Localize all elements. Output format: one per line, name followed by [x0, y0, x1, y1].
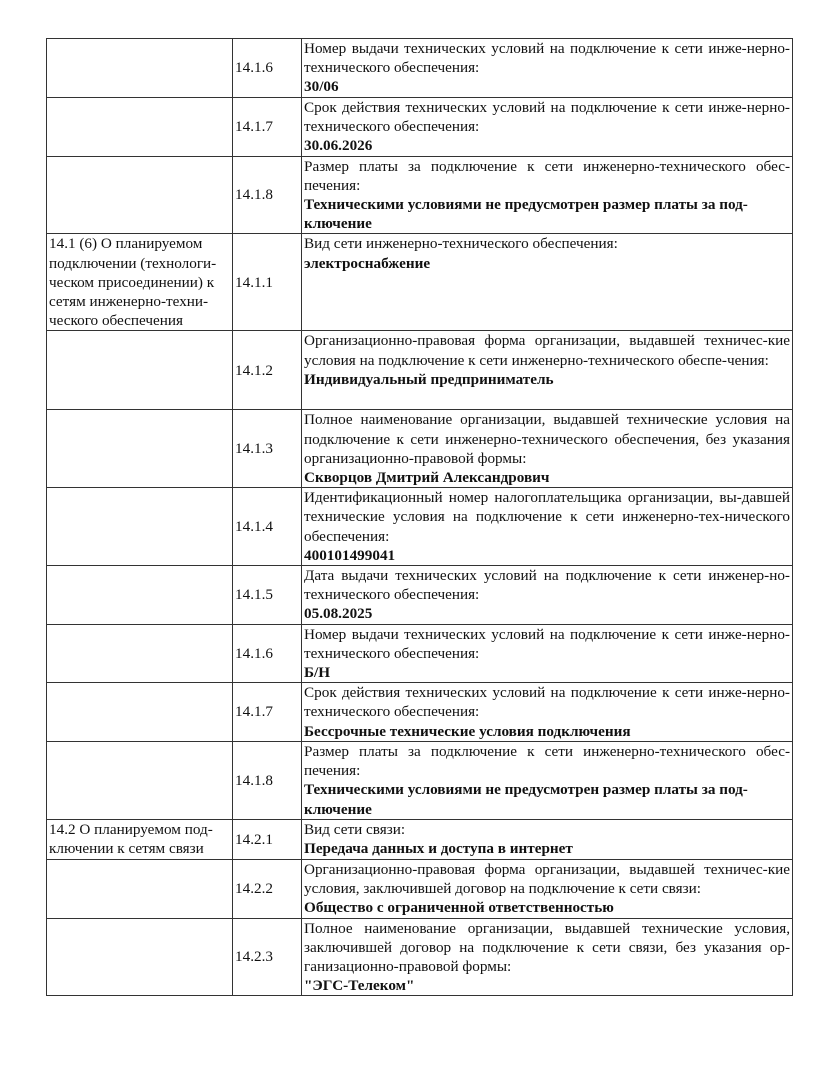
code-cell — [233, 819, 302, 859]
table-row — [47, 741, 793, 819]
item-value: 30/06 — [304, 78, 339, 96]
item-value: Б/Н — [304, 664, 331, 682]
item-value: Бессрочные технические условия подключения — [304, 722, 631, 740]
section-cell — [47, 410, 233, 488]
item-label: Размер платы за подключение к сети инженерно-технического обес-печения: — [304, 157, 790, 194]
item-code: 14.1.8 — [235, 771, 273, 789]
code-cell — [233, 918, 302, 996]
document-page — [46, 38, 789, 996]
item-code: 14.1.5 — [235, 586, 273, 604]
table-row — [47, 624, 793, 683]
section-cell — [47, 488, 233, 566]
content-cell — [302, 156, 793, 234]
content-cell — [302, 331, 793, 410]
section-cell — [47, 741, 233, 819]
section-cell — [47, 859, 233, 918]
content-cell — [302, 234, 793, 331]
section-cell — [47, 683, 233, 742]
content-cell — [302, 624, 793, 683]
table-row — [47, 566, 793, 625]
item-code: 14.2.3 — [235, 948, 273, 966]
section-title: 14.2 О планируемом под-ключении к сетям связи — [49, 820, 213, 858]
item-value: 30.06.2026 — [304, 137, 373, 155]
content-cell — [302, 488, 793, 566]
item-value: Техническими условиями не предусмотрен размер платы за под-ключение — [304, 196, 748, 233]
content-cell — [302, 410, 793, 488]
section-cell — [47, 156, 233, 234]
code-cell — [233, 39, 302, 98]
item-code: 14.2.2 — [235, 880, 273, 898]
connection-conditions-table — [46, 38, 793, 996]
table-row — [47, 410, 793, 488]
section-cell — [47, 918, 233, 996]
table-row — [47, 97, 793, 156]
item-code: 14.1.6 — [235, 59, 273, 77]
item-label: Размер платы за подключение к сети инженерно-технического обес-печения: — [304, 742, 790, 780]
item-code: 14.1.6 — [235, 644, 273, 662]
table-row — [47, 859, 793, 918]
content-cell — [302, 918, 793, 996]
item-label: Вид сети связи: — [304, 820, 406, 838]
table-row — [47, 234, 793, 331]
item-label: Вид сети инженерно-технического обеспечения: — [304, 235, 618, 253]
item-code: 14.1.1 — [235, 273, 273, 291]
section-title: 14.1 (6) О планируемом подключении (технологи-ческом присоединении) к сетям инженерно-техни-ческого обеспечения — [49, 235, 217, 330]
content-cell — [302, 683, 793, 742]
code-cell — [233, 234, 302, 331]
section-cell — [47, 331, 233, 410]
item-value: 05.08.2025 — [304, 605, 373, 623]
content-cell — [302, 819, 793, 859]
code-cell — [233, 156, 302, 234]
item-code: 14.1.4 — [235, 518, 273, 536]
item-value: Общество с ограниченной ответственностью — [304, 899, 614, 917]
code-cell — [233, 683, 302, 742]
table-row — [47, 331, 793, 410]
table-row — [47, 488, 793, 566]
code-cell — [233, 97, 302, 156]
code-cell — [233, 566, 302, 625]
item-value: "ЭГС-Телеком" — [304, 977, 415, 995]
code-cell — [233, 741, 302, 819]
section-cell — [47, 39, 233, 98]
item-value: Скворцов Дмитрий Александрович — [304, 469, 550, 487]
table-row — [47, 39, 793, 98]
content-cell — [302, 97, 793, 156]
content-cell — [302, 859, 793, 918]
item-code: 14.1.7 — [235, 703, 273, 721]
item-label: Номер выдачи технических условий на подключение к сети инже-нерно-технического обеспечения: — [304, 40, 790, 77]
table-row — [47, 918, 793, 996]
item-code: 14.1.7 — [235, 118, 273, 135]
item-label: Полное наименование организации, выдавшей технические условия на подключение к сети инженерно-технического обеспечения, без указания организационно-правовой формы: — [304, 411, 790, 467]
table-row — [47, 683, 793, 742]
item-value: электроснабжение — [304, 254, 431, 272]
item-code: 14.1.3 — [235, 440, 273, 458]
content-cell — [302, 39, 793, 98]
item-value: 400101499041 — [304, 546, 396, 564]
item-code: 14.1.2 — [235, 361, 273, 379]
code-cell — [233, 859, 302, 918]
item-value: Техническими условиями не предусмотрен размер платы за под-ключение — [304, 781, 748, 818]
table-row — [47, 819, 793, 859]
section-cell — [47, 624, 233, 683]
table-row — [47, 156, 793, 234]
item-code: 14.1.8 — [235, 186, 273, 204]
code-cell — [233, 488, 302, 566]
item-label: Срок действия технических условий на подключение к сети инже-нерно-технического обеспечения: — [304, 98, 790, 135]
code-cell — [233, 331, 302, 410]
section-cell — [47, 234, 233, 331]
item-value: Индивидуальный предприниматель — [304, 370, 554, 388]
section-cell — [47, 97, 233, 156]
item-label: Организационно-правовая форма организации, выдавшей техничес-кие условия на подключение к сети инженерно-технического обеспе-чения: — [304, 332, 790, 369]
item-value: Передача данных и доступа в интернет — [304, 840, 573, 858]
item-label: Организационно-правовая форма организации, выдавшей техничес-кие условия, заключившей договор на подключение к сети связи: — [304, 860, 790, 898]
content-cell — [302, 741, 793, 819]
content-cell — [302, 566, 793, 625]
item-code: 14.2.1 — [235, 830, 273, 848]
section-cell — [47, 566, 233, 625]
code-cell — [233, 410, 302, 488]
item-label: Дата выдачи технических условий на подключение к сети инженер-но-технического обеспечения: — [304, 567, 790, 604]
item-label: Полное наименование организации, выдавшей технические условия, заключившей договор на подключение к сети связи, без указания ор-ганизационно-правовой формы: — [304, 919, 790, 975]
item-label: Срок действия технических условий на подключение к сети инже-нерно-технического обеспечения: — [304, 684, 790, 721]
item-label: Идентификационный номер налогоплательщика организации, вы-давшей технические условия на подключение к сети инженерно-тех-нического обеспечения: — [304, 489, 790, 545]
item-label: Номер выдачи технических условий на подключение к сети инже-нерно-технического обеспечения: — [304, 625, 790, 662]
code-cell — [233, 624, 302, 683]
section-cell — [47, 819, 233, 859]
